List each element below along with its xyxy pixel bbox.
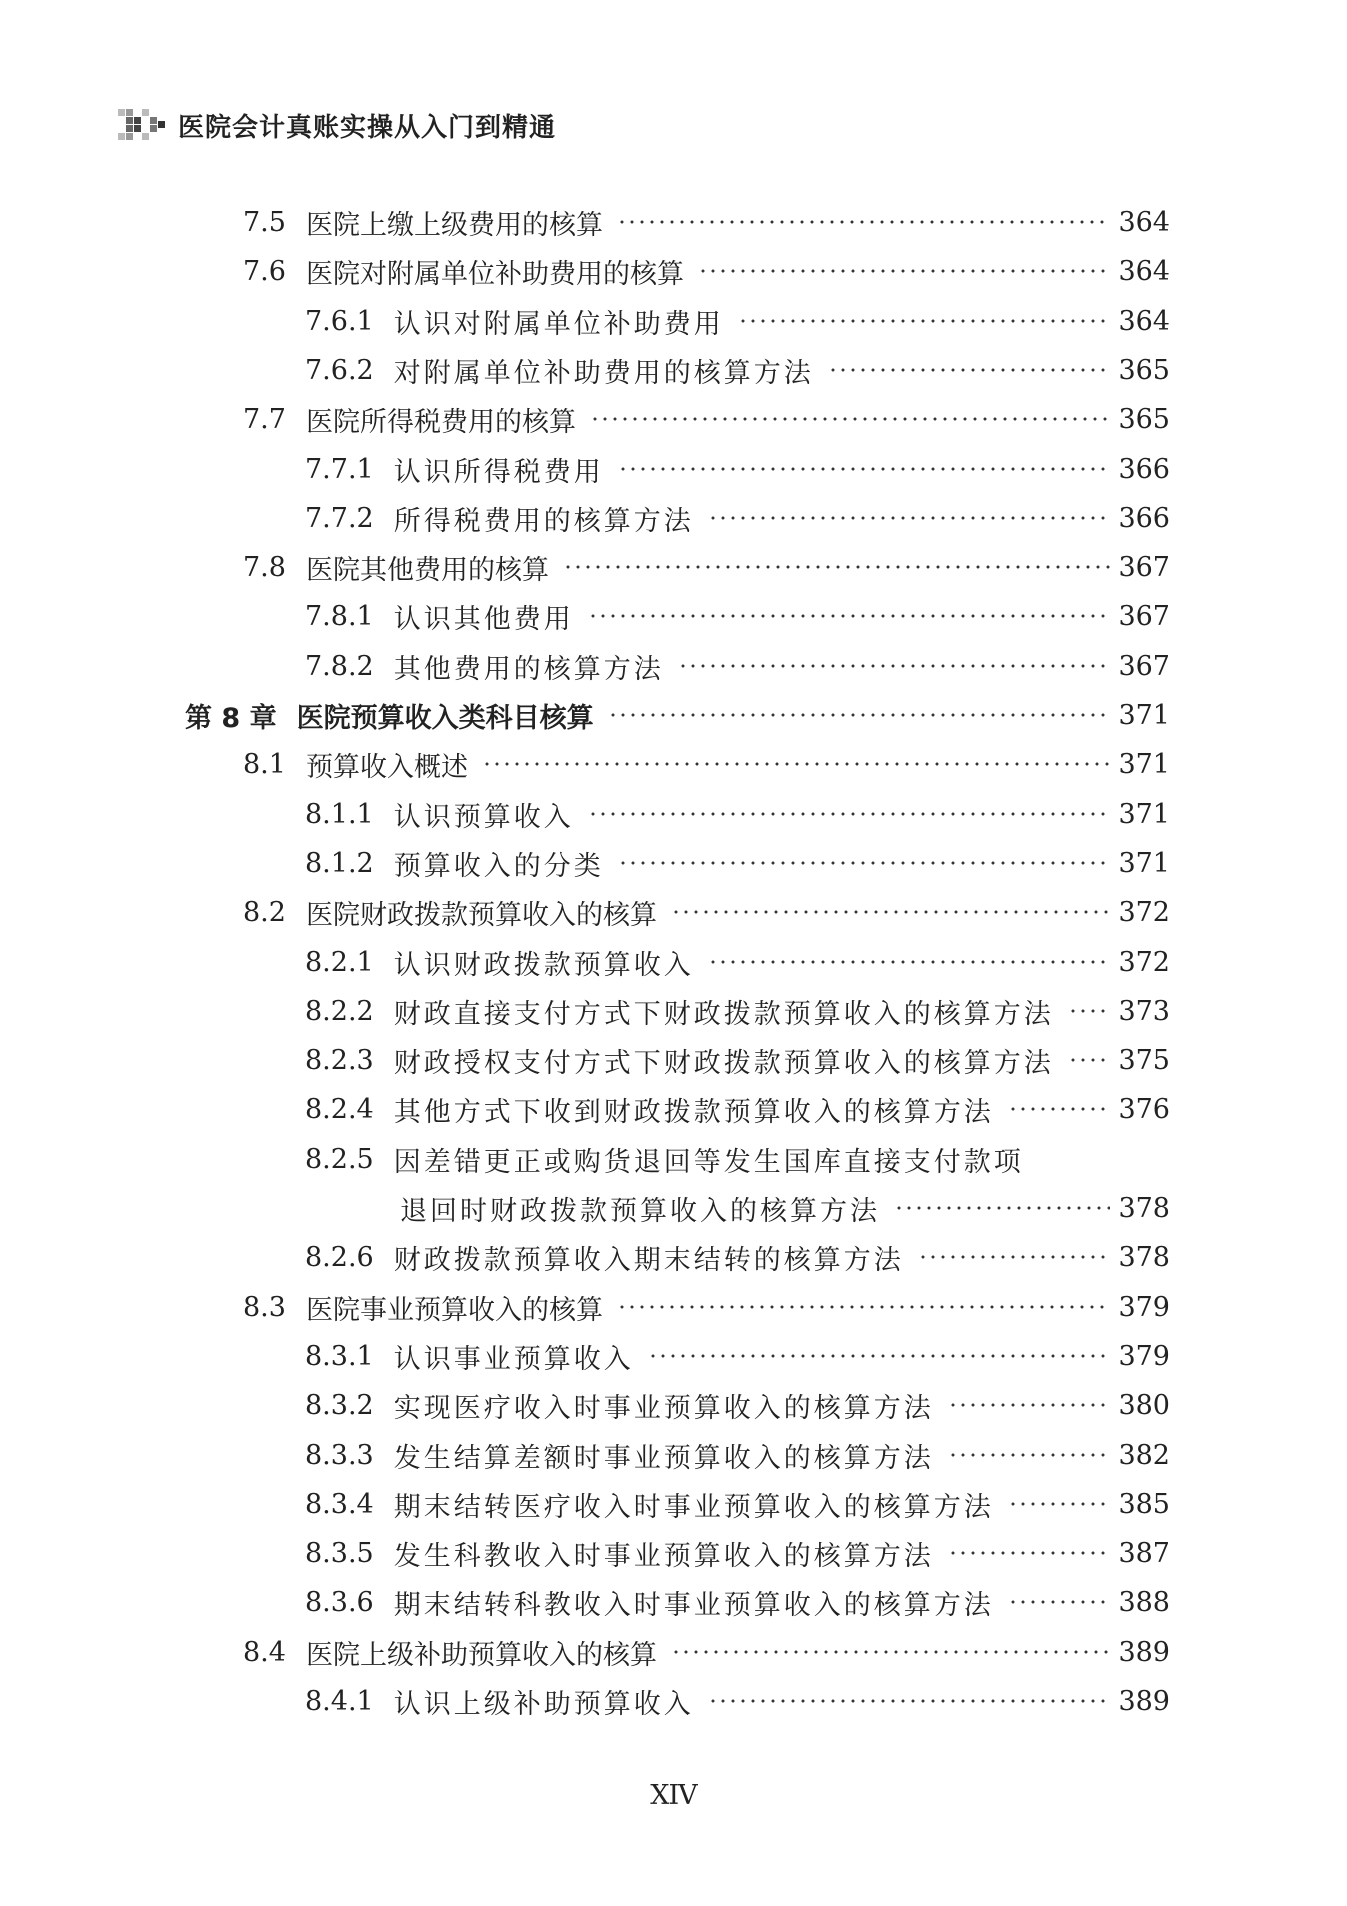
toc-entry-page: 367 (1118, 650, 1170, 682)
toc-entry-page: 387 (1118, 1537, 1170, 1569)
toc-entry[interactable] (305, 596, 1170, 636)
toc-entry-title: 认识财政拨款预算收入 (393, 949, 694, 981)
toc-entry-page: 372 (1118, 946, 1170, 978)
toc-entry-title: 预算收入概述 (305, 751, 468, 783)
toc-entry[interactable] (305, 449, 1170, 489)
toc-entry-number: 8.2.5 (305, 1143, 374, 1175)
toc-entry-number: 7.6.1 (305, 305, 374, 337)
toc-entry[interactable] (305, 301, 1170, 341)
toc-leader-dots (1068, 991, 1111, 1031)
toc-entry-number: 8.2.1 (305, 946, 374, 978)
toc-entry-page: 379 (1118, 1291, 1170, 1323)
toc-leader-dots (617, 202, 1111, 242)
toc-leader-dots (1008, 1089, 1111, 1129)
toc-entry-title: 财政拨款预算收入期末结转的核算方法 (393, 1244, 904, 1276)
toc-entry-title: 财政直接支付方式下财政拨款预算收入的核算方法 (393, 998, 1054, 1030)
toc-leader-dots (828, 350, 1111, 390)
toc-entry-page: 375 (1118, 1044, 1170, 1076)
toc-entry-page: 371 (1118, 798, 1170, 830)
toc-leader-dots (563, 547, 1111, 587)
toc-entry-title: 认识上级补助预算收入 (393, 1688, 694, 1720)
toc-entry-page: 379 (1118, 1340, 1170, 1372)
toc-leader-dots (618, 449, 1111, 489)
toc-entry[interactable] (243, 892, 1170, 932)
toc-leader-dots (948, 1435, 1111, 1475)
arrow-chevrons-icon (118, 109, 168, 141)
toc-entry[interactable] (305, 1089, 1170, 1129)
toc-entry-page: 366 (1118, 502, 1170, 534)
toc-entry-page: 378 (1118, 1192, 1170, 1224)
toc-entry-title: 医院所得税费用的核算 (305, 406, 576, 438)
toc-entry[interactable] (305, 1681, 1170, 1721)
toc-entry-title: 医院上缴上级费用的核算 (305, 209, 603, 241)
toc-entry-title: 医院预算收入类科目核算 (296, 702, 594, 734)
toc-leader-dots (894, 1188, 1110, 1228)
toc-leader-dots (708, 942, 1111, 982)
toc-leader-dots (698, 251, 1111, 291)
toc-entry-title: 医院其他费用的核算 (305, 554, 549, 586)
toc-entry-title: 期末结转科教收入时事业预算收入的核算方法 (393, 1589, 994, 1621)
toc-entry-number: 8.3.2 (305, 1389, 374, 1421)
toc-entry-title: 因差错更正或购货退回等发生国库直接支付款项 (393, 1146, 1024, 1178)
toc-entry-number: 8.2.4 (305, 1093, 374, 1125)
toc-entry-title: 期末结转医疗收入时事业预算收入的核算方法 (393, 1491, 994, 1523)
toc-entry[interactable] (305, 498, 1170, 538)
toc-leader-dots (648, 1336, 1111, 1376)
toc-entry-number: 7.8.1 (305, 600, 374, 632)
toc-entry-number: 8.3.5 (305, 1537, 374, 1569)
toc-entry-page: 365 (1118, 403, 1170, 435)
toc-entry-title: 实现医疗收入时事业预算收入的核算方法 (393, 1392, 934, 1424)
toc-entry-title: 对附属单位补助费用的核算方法 (393, 357, 814, 389)
toc-entry-page: 364 (1118, 206, 1170, 238)
toc-entry[interactable] (243, 547, 1170, 587)
toc-leader-dots (1068, 1040, 1111, 1080)
toc-entry-page: 378 (1118, 1241, 1170, 1273)
toc-entry-page: 364 (1118, 255, 1170, 287)
toc-entry-page: 380 (1118, 1389, 1170, 1421)
running-header (118, 100, 556, 150)
toc-entry-number: 7.7.2 (305, 502, 374, 534)
toc-entry-title: 所得税费用的核算方法 (393, 505, 694, 537)
toc-leader-dots (948, 1533, 1111, 1573)
toc-leader-dots (588, 794, 1111, 834)
toc-entry-number: 7.8 (243, 551, 286, 583)
toc-entry-page: 388 (1118, 1586, 1170, 1618)
toc-leader-dots (708, 498, 1111, 538)
toc-entry-number: 7.6.2 (305, 354, 374, 386)
toc-entry[interactable] (305, 1237, 1170, 1277)
toc-leader-dots (678, 646, 1111, 686)
toc-leader-dots (618, 843, 1111, 883)
book-title: 医院会计真账实操从入门到精通 (178, 112, 557, 143)
toc-leader-dots (617, 1287, 1111, 1327)
toc-entry[interactable] (243, 202, 1170, 242)
toc-entry-page: 385 (1118, 1488, 1170, 1520)
toc-entry[interactable] (305, 1385, 1170, 1425)
toc-entry-number: 7.5 (243, 206, 286, 238)
toc-entry[interactable] (305, 1040, 1170, 1080)
toc-entry-page: 371 (1118, 847, 1170, 879)
toc-entry-title: 医院对附属单位补助费用的核算 (305, 258, 684, 290)
toc-leader-dots (590, 399, 1111, 439)
toc-entry-number: 8.3.3 (305, 1439, 374, 1471)
toc-entry-number: 8.3.1 (305, 1340, 374, 1372)
toc-entry-title: 发生结算差额时事业预算收入的核算方法 (393, 1442, 934, 1474)
toc-entry-page: 376 (1118, 1093, 1170, 1125)
toc-entry-title: 医院财政拨款预算收入的核算 (305, 899, 657, 931)
toc-entry-title: 财政授权支付方式下财政拨款预算收入的核算方法 (393, 1047, 1054, 1079)
toc-entry[interactable] (305, 794, 1170, 834)
toc-entry-page: 373 (1118, 995, 1170, 1027)
toc-entry-number: 8.2.3 (305, 1044, 374, 1076)
toc-entry[interactable] (305, 1484, 1170, 1524)
toc-entry-page: 367 (1118, 551, 1170, 583)
toc-entry-page: 389 (1118, 1685, 1170, 1717)
toc-entry[interactable] (305, 991, 1170, 1031)
toc-entry[interactable] (305, 1533, 1170, 1573)
toc-entry[interactable] (243, 1287, 1170, 1327)
toc-entry-number: 8.2.6 (305, 1241, 374, 1273)
toc-entry-number: 8.4 (243, 1636, 286, 1668)
toc-entry-page: 367 (1118, 600, 1170, 632)
toc-leader-dots (671, 892, 1111, 932)
page-number: XIV (650, 1780, 697, 1811)
toc-entry[interactable] (243, 251, 1170, 291)
toc-entry-number: 8.1 (243, 748, 286, 780)
toc-entry[interactable] (305, 1435, 1170, 1475)
toc-entry-page: 364 (1118, 305, 1170, 337)
toc-entry[interactable] (305, 1336, 1170, 1376)
toc-entry[interactable] (243, 399, 1170, 439)
toc-entry-number: 7.6 (243, 255, 286, 287)
toc-entry-number: 8.3.4 (305, 1488, 374, 1520)
toc-entry-page: 365 (1118, 354, 1170, 386)
toc-entry[interactable] (243, 744, 1170, 784)
toc-entry-title: 认识所得税费用 (393, 456, 604, 488)
toc-leader-dots (588, 596, 1111, 636)
toc-entry-number: 8.4.1 (305, 1685, 374, 1717)
toc-entry-page: 371 (1118, 748, 1170, 780)
toc-entry-page: 372 (1118, 896, 1170, 928)
toc-entry-title: 其他费用的核算方法 (393, 653, 664, 685)
toc-entry[interactable] (305, 942, 1170, 982)
toc-leader-dots (738, 301, 1111, 341)
toc-entry-title: 医院上级补助预算收入的核算 (305, 1639, 657, 1671)
toc-entry-number: 8.2 (243, 896, 286, 928)
toc-entry-number: 8.1.1 (305, 798, 374, 830)
toc-entry[interactable] (305, 646, 1170, 686)
toc-entry-page: 371 (1118, 699, 1170, 731)
toc-leader-dots (918, 1237, 1111, 1277)
toc-entry-number: 8.3.6 (305, 1586, 374, 1618)
toc-entry-number: 7.7.1 (305, 453, 374, 485)
toc-entry[interactable] (305, 1188, 1170, 1228)
toc-entry-number: 8.1.2 (305, 847, 374, 879)
toc-leader-dots (708, 1681, 1111, 1721)
toc-entry[interactable] (185, 695, 1170, 735)
toc-leader-dots (671, 1632, 1111, 1672)
toc-leader-dots (1008, 1484, 1111, 1524)
toc-entry-page: 382 (1118, 1439, 1170, 1471)
toc-entry-title: 认识预算收入 (393, 801, 574, 833)
toc-entry-number: 8.3 (243, 1291, 286, 1323)
toc-entry-title: 认识事业预算收入 (393, 1343, 634, 1375)
toc-entry[interactable] (305, 1139, 1170, 1179)
toc-entry-title: 退回时财政拨款预算收入的核算方法 (400, 1195, 880, 1227)
toc-entry-title: 医院事业预算收入的核算 (305, 1294, 603, 1326)
toc-entry-page: 389 (1118, 1636, 1170, 1668)
toc-entry-title: 认识对附属单位补助费用 (393, 308, 724, 340)
toc-entry-number: 7.8.2 (305, 650, 374, 682)
toc-entry[interactable] (305, 843, 1170, 883)
toc-entry-page: 366 (1118, 453, 1170, 485)
toc-entry-number: 第 8 章 (185, 702, 277, 734)
toc-entry-number: 8.2.2 (305, 995, 374, 1027)
toc-entry[interactable] (305, 350, 1170, 390)
toc-leader-dots (608, 695, 1111, 735)
toc-entry-title: 预算收入的分类 (393, 850, 604, 882)
toc-entry[interactable] (243, 1632, 1170, 1672)
toc-entry-title: 发生科教收入时事业预算收入的核算方法 (393, 1540, 934, 1572)
toc-leader-dots (1008, 1582, 1111, 1622)
toc-leader-dots (482, 744, 1111, 784)
toc-entry-number: 7.7 (243, 403, 286, 435)
toc-entry-title: 认识其他费用 (393, 603, 574, 635)
toc-leader-dots (948, 1385, 1111, 1425)
toc-entry[interactable] (305, 1582, 1170, 1622)
toc-entry-title: 其他方式下收到财政拨款预算收入的核算方法 (393, 1096, 994, 1128)
